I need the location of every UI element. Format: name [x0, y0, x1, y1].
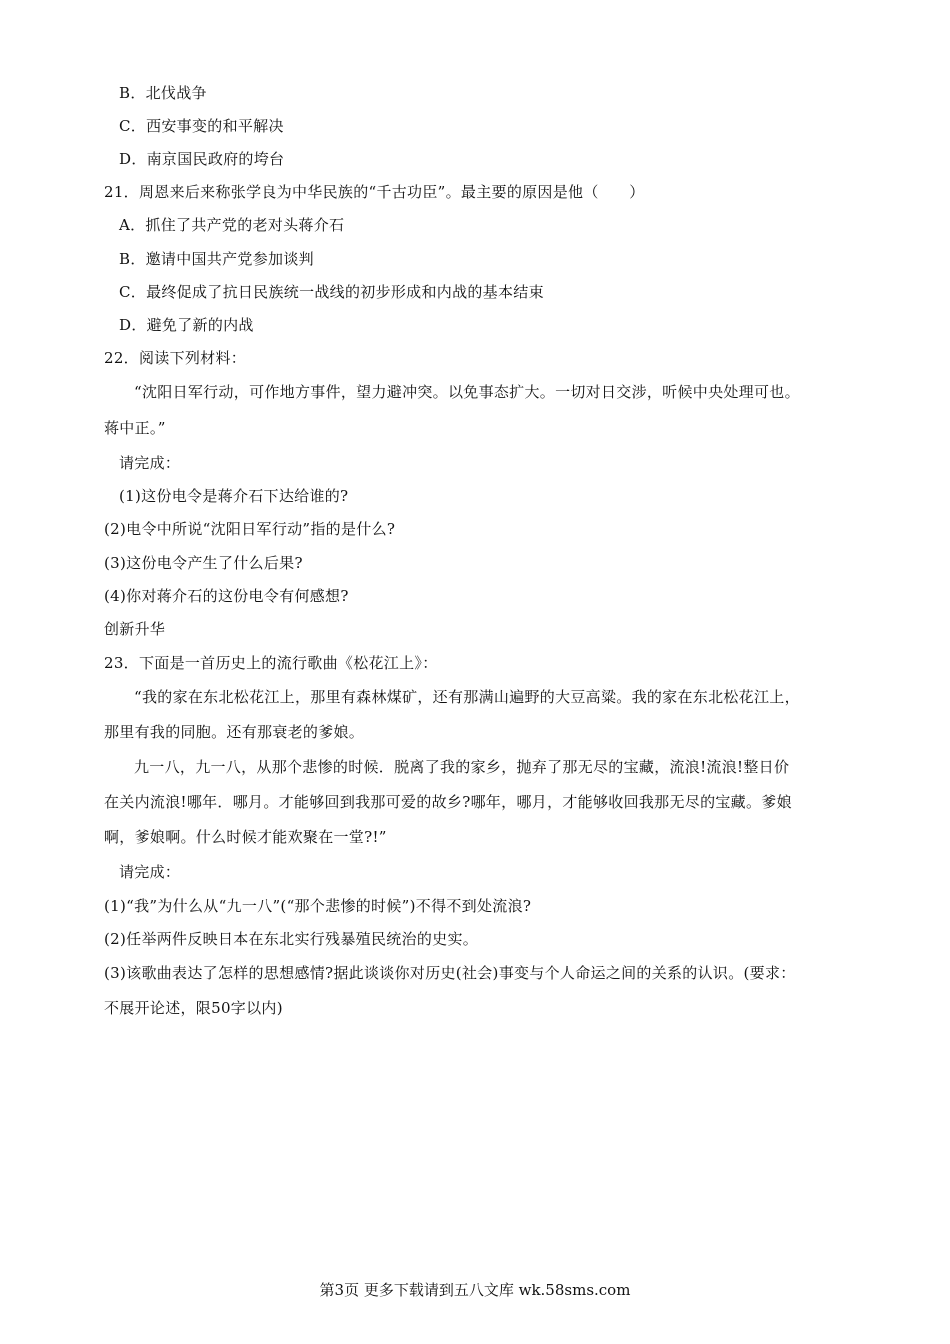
q23-subquestion-1: (1)“我”为什么从“九一八”(“那个悲惨的时候”)不得不到处流浪? [104, 897, 532, 915]
q22-material-line: 蒋中正。” [104, 419, 166, 437]
q22-stem: 22．阅读下列材料： [104, 349, 247, 367]
q23-lyric-line: 那里有我的同胞。还有那衰老的爹娘。 [104, 723, 365, 741]
q21-option-d: D．避免了新的内战 [119, 316, 254, 334]
q21-option-b: B．邀请中国共产党参加谈判 [119, 250, 314, 268]
q23-subquestion-3: (3)该歌曲表达了怎样的思想感情?据此谈谈你对历史(社会)事变与个人命运之间的关系的认识。(要求： [104, 964, 796, 982]
q21-option-c: C．最终促成了抗日民族统一战线的初步形成和内战的基本结束 [119, 283, 544, 301]
q21-stem: 21．周恩来后来称张学良为中华民族的“千古功臣”。最主要的原因是他（ ） [104, 183, 645, 201]
q20-option-d: D．南京国民政府的垮台 [119, 150, 285, 168]
q20-option-c: C．西安事变的和平解决 [119, 117, 284, 135]
q22-prompt: 请完成： [119, 454, 181, 472]
q23-lyric-line: “我的家在东北松花江上，那里有森林煤矿，还有那满山遍野的大豆高粱。我的家在东北松花江上， [134, 688, 800, 706]
q20-option-b: B．北伐战争 [119, 84, 207, 102]
section-title: 创新升华 [104, 620, 166, 638]
q22-material-line: “沈阳日军行动，可作地方事件，望力避冲突。以免事态扩大。一切对日交涉，听候中央处理可也。 [134, 383, 800, 401]
q23-subquestion-2: (2)任举两件反映日本在东北实行残暴殖民统治的史实。 [104, 930, 479, 948]
page-footer: 第3页 更多下载请到五八文库 wk.58sms.com [319, 1281, 631, 1299]
q22-subquestion-2: (2)电令中所说“沈阳日军行动”指的是什么? [104, 520, 396, 538]
q23-lyric-line: 啊，爹娘啊。什么时候才能欢聚在一堂?!” [104, 828, 387, 846]
q21-option-a: A．抓住了共产党的老对头蒋介石 [119, 216, 345, 234]
q23-lyric-line: 九一八，九一八，从那个悲惨的时候．脱离了我的家乡，抛弃了那无尽的宝藏，流浪!流浪!整日价 [134, 758, 790, 776]
q22-subquestion-3: (3)这份电令产生了什么后果? [104, 554, 303, 572]
q23-stem: 23．下面是一首历史上的流行歌曲《松花江上》： [104, 654, 438, 672]
q23-subquestion-3-continued: 不展开论述，限50字以内) [104, 999, 283, 1017]
q23-lyric-line: 在关内流浪!哪年．哪月。才能够回到我那可爱的故乡?哪年，哪月，才能够收回我那无尽的宝藏。爹娘 [104, 793, 792, 811]
q23-prompt: 请完成： [119, 863, 181, 881]
q22-subquestion-4: (4)你对蒋介石的这份电令有何感想? [104, 587, 349, 605]
q22-subquestion-1: (1)这份电令是蒋介石下达给谁的? [119, 487, 349, 505]
